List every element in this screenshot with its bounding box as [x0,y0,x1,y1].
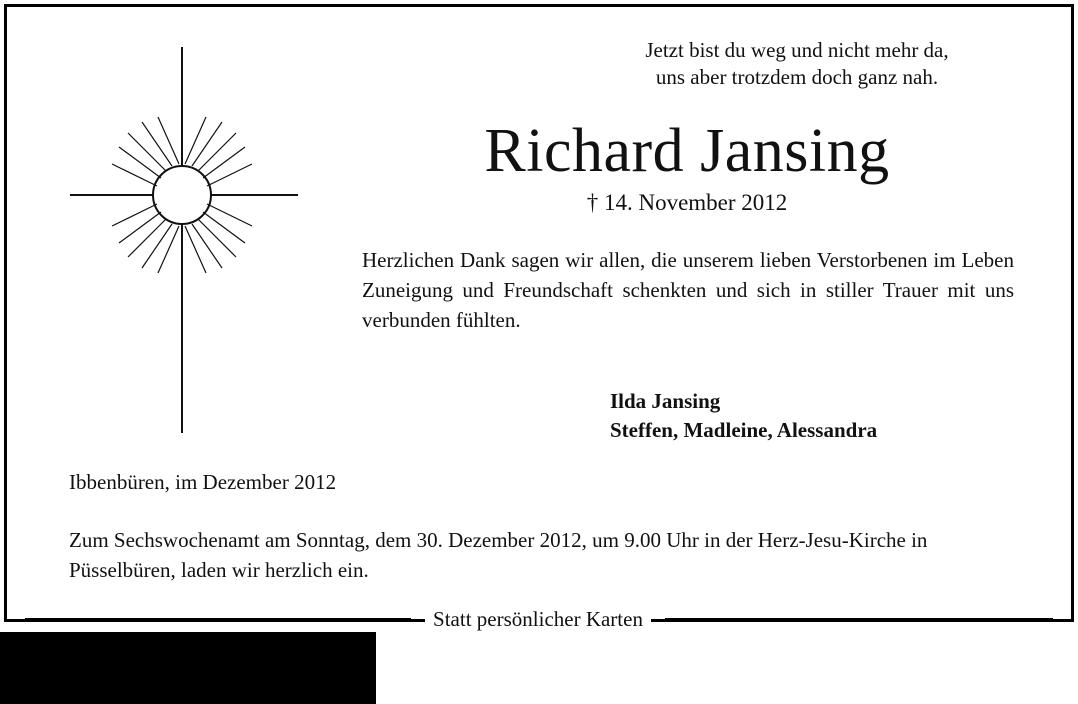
memorial-verse-line-2: uns aber trotzdem doch ganz nah. [655,65,939,90]
cross-with-sun-rays-icon [62,35,312,445]
footer-rule-left [25,618,411,621]
obituary-notice-frame [4,4,1074,631]
footer-text: Statt persönlicher Karten [425,607,651,632]
memorial-verse [567,37,1027,92]
signature-line-1: Ilda Jansing [610,389,721,413]
footer-line [7,603,1071,635]
signature-line-2: Steffen, Madleine, Alessandra [610,417,878,442]
footer-rule-right [665,618,1053,621]
death-date: † 14. November 2012 [586,190,788,215]
thanks-paragraph [362,245,1014,336]
black-block [0,632,376,704]
place-and-date: Ibbenbüren, im Dezember 2012 [69,470,337,494]
memorial-service-note: Zum Sechswochenamt am Sonntag, dem 30. Dezember 2012, um 9.00 Uhr in der Herz-Jesu-Kirche in Püsselbüren, laden wir herzlich ein. [69,528,928,583]
family-signature [610,387,877,444]
thanks-paragraph-text: Herzlichen Dank sagen wir allen, die unserem lieben Verstorbenen im Leben Zuneigung und Freundschaft schenkten und sich in stiller Trauer mit uns verbunden fühlten. [362,248,1014,333]
deceased-name: Richard Jansing [484,117,890,185]
memorial-verse-line-1: Jetzt bist du weg und nicht mehr da, [645,38,949,62]
obituary-notice-content [7,7,1071,631]
